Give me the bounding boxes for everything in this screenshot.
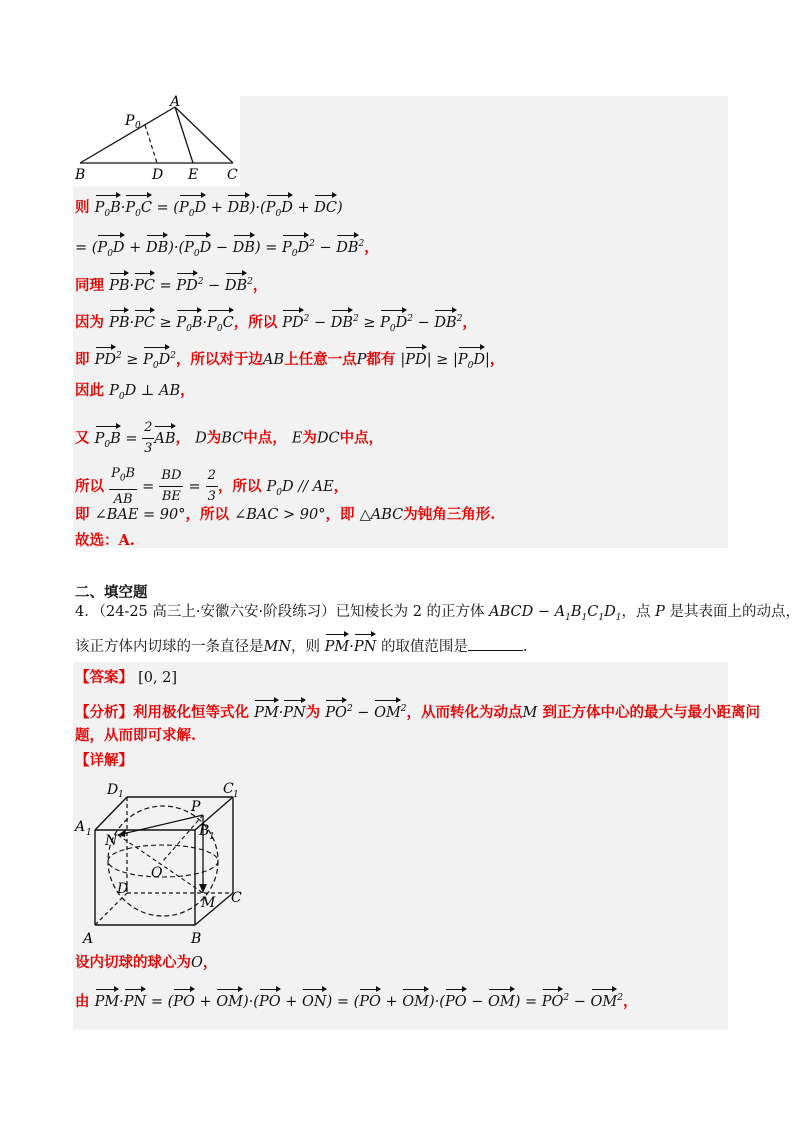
text-edge: ，所以对于边 bbox=[175, 351, 263, 368]
label-D: D bbox=[152, 167, 164, 183]
svg-text:1: 1 bbox=[118, 790, 124, 800]
label-P: P bbox=[191, 799, 201, 815]
text-you-2: 由 bbox=[75, 993, 90, 1010]
label-B: B bbox=[75, 167, 86, 183]
analysis-text-d: 到正方体中心的最大与最小距离问 bbox=[542, 704, 760, 721]
text-tongli: 同理 bbox=[75, 277, 104, 294]
detail-tag: 【详解】 bbox=[75, 752, 133, 769]
question-text-a: 4．（24-25 高三上·安徽六安·阶段练习）已知棱长为 2 的正方体 bbox=[75, 604, 485, 620]
solution-line-3: 同理 $PB\cdot PC = PD^2 - DB^2$， bbox=[75, 272, 267, 296]
label-M: M bbox=[201, 895, 216, 911]
section-heading: 二、填空题 bbox=[75, 584, 148, 601]
text-suoyi-2: 所以 bbox=[75, 477, 104, 495]
center-line: 设内切球的球心为O， bbox=[75, 954, 218, 971]
text-wei-2: 为 bbox=[302, 429, 317, 447]
solution-line-5: 即 $PD^2 \ge P_0D^2$，所以对于边AB上任意一点P都有 $|PD| \ge |P_0D|$， bbox=[75, 346, 504, 376]
solution-line-7: 又 $P_0B$ = $\frac{2}{3}$ AB， D为BC中点， E为DC中点， bbox=[75, 420, 384, 456]
question-text-e: ，则 bbox=[291, 639, 321, 655]
analysis-text-a: 利用极化恒等式化 bbox=[133, 704, 249, 721]
answer-line bbox=[75, 668, 177, 688]
analysis-text-c: ，从而转化为动点 bbox=[406, 704, 523, 721]
label-E: E bbox=[188, 167, 199, 183]
label-C: C bbox=[227, 167, 238, 183]
question-line-2: 该正方体内切球的一条直径是MN，则 PM·PN 的取值范围是 . bbox=[75, 633, 528, 657]
text-obtuse: 为钝角三角形. bbox=[403, 506, 496, 523]
label-P-sub: 0 bbox=[135, 121, 141, 131]
analysis-line-1: 【分析】利用极化恒等式化 PM·PN为 $PO^2 - OM^2$，从而转化为动点M 到正方体中心的最大与最小距离问 bbox=[75, 699, 760, 723]
label-N: N bbox=[105, 833, 118, 849]
analysis-line-2: 题，从而即可求解. bbox=[75, 727, 197, 744]
solution-line-2: = $(P_0D + DB)\cdot(P_0D - DB) = P_0D^2 - DB^2$， bbox=[75, 234, 379, 264]
text-midpoint: 中点， bbox=[243, 429, 287, 447]
text-ji-2: 即 bbox=[75, 506, 90, 523]
label-A: A bbox=[170, 95, 181, 110]
svg-text:1: 1 bbox=[233, 790, 239, 800]
text-suoyi: ，所以 bbox=[233, 314, 278, 331]
svg-text:1: 1 bbox=[209, 832, 215, 842]
question-line-1: 4．（24-25 高三上·安徽六安·阶段练习）已知棱长为 2 的正方体 ABCD − $A_1B_1C_1D_1$，点 P 是其表面上的动点， bbox=[75, 604, 800, 623]
text-yinci: 因此 bbox=[75, 382, 104, 399]
text-you: 又 bbox=[75, 429, 90, 447]
text-ji: 即 bbox=[75, 351, 90, 368]
cube-figure bbox=[73, 775, 253, 950]
text-suoyi-3: ，所以 bbox=[217, 477, 262, 495]
solution-line-8: 所以 $\frac{P_0B}{AB}$ = $\frac{BD}{BE}$ = $\frac{2}{3}$ ，所以 $P_0D$ // AE， bbox=[75, 466, 349, 507]
question-text-f: 的取值范围是 bbox=[380, 639, 468, 655]
text-midpoint-2: 中点， bbox=[339, 429, 384, 447]
label-A1: A bbox=[75, 819, 86, 835]
text-douyou: 都有 bbox=[366, 351, 396, 368]
solution-line-1: 则 $P_0B\cdot P_0C = (P_0D + DB)\cdot(P_0D + DC)$ bbox=[75, 194, 343, 224]
solution-line-9: 即 ∠BAE = 90°，所以 ∠BAC > 90°，即 △ABC为钝角三角形. bbox=[75, 506, 496, 523]
solution-line-4: 因为 $PB\cdot PC \ge P_0B\cdot P_0C$，所以 $PD^2 - DB^2 \ge P_0D^2 - DB^2$， bbox=[75, 309, 477, 339]
label-B: B bbox=[191, 931, 202, 947]
question-text-g: . bbox=[522, 639, 528, 655]
label-D1: D bbox=[107, 782, 119, 798]
solution-line-10: 故选：A. bbox=[75, 532, 135, 549]
text-wei: 为 bbox=[206, 429, 222, 447]
triangle-figure bbox=[75, 95, 245, 185]
answer-value: [0, 2] bbox=[138, 670, 178, 686]
analysis-text-b: 为 bbox=[305, 704, 321, 721]
svg-text:1: 1 bbox=[86, 828, 92, 838]
text-any-point: 上任意一点 bbox=[284, 351, 357, 368]
label-O: O bbox=[151, 865, 163, 881]
solution-line-6: 因此 $P_0D$ ⊥ AB， bbox=[75, 382, 195, 402]
text-ji-3: ，即 bbox=[325, 506, 355, 523]
derivation-line: 由 $PM\cdot PN = (PO + OM)\cdot(PO + ON) = (PO + OM)\cdot(PO - OM) = PO^2 - OM^2$， bbox=[75, 988, 638, 1012]
center-text-a: 设内切球的球心为 bbox=[75, 954, 191, 971]
question-text-b: ，点 bbox=[621, 604, 651, 620]
label-C: C bbox=[231, 890, 242, 906]
question-text-c: 是其表面上的动点， bbox=[669, 604, 800, 620]
answer-blank bbox=[468, 636, 523, 651]
text-yinwei: 因为 bbox=[75, 314, 104, 331]
label-D: D bbox=[117, 881, 129, 897]
text-ze: 则 bbox=[75, 199, 90, 216]
label-C1: C bbox=[223, 781, 234, 797]
answer-tag: 【答案】 bbox=[75, 669, 133, 686]
analysis-tag: 【分析】 bbox=[75, 704, 133, 721]
text-suoyi-4: ，所以 bbox=[185, 506, 229, 523]
label-B1: B bbox=[199, 823, 210, 839]
label-P: P bbox=[125, 113, 135, 129]
question-text-d: 该正方体内切球的一条直径是 bbox=[75, 639, 264, 655]
label-A: A bbox=[83, 931, 94, 947]
center-text-b: ， bbox=[202, 954, 218, 971]
